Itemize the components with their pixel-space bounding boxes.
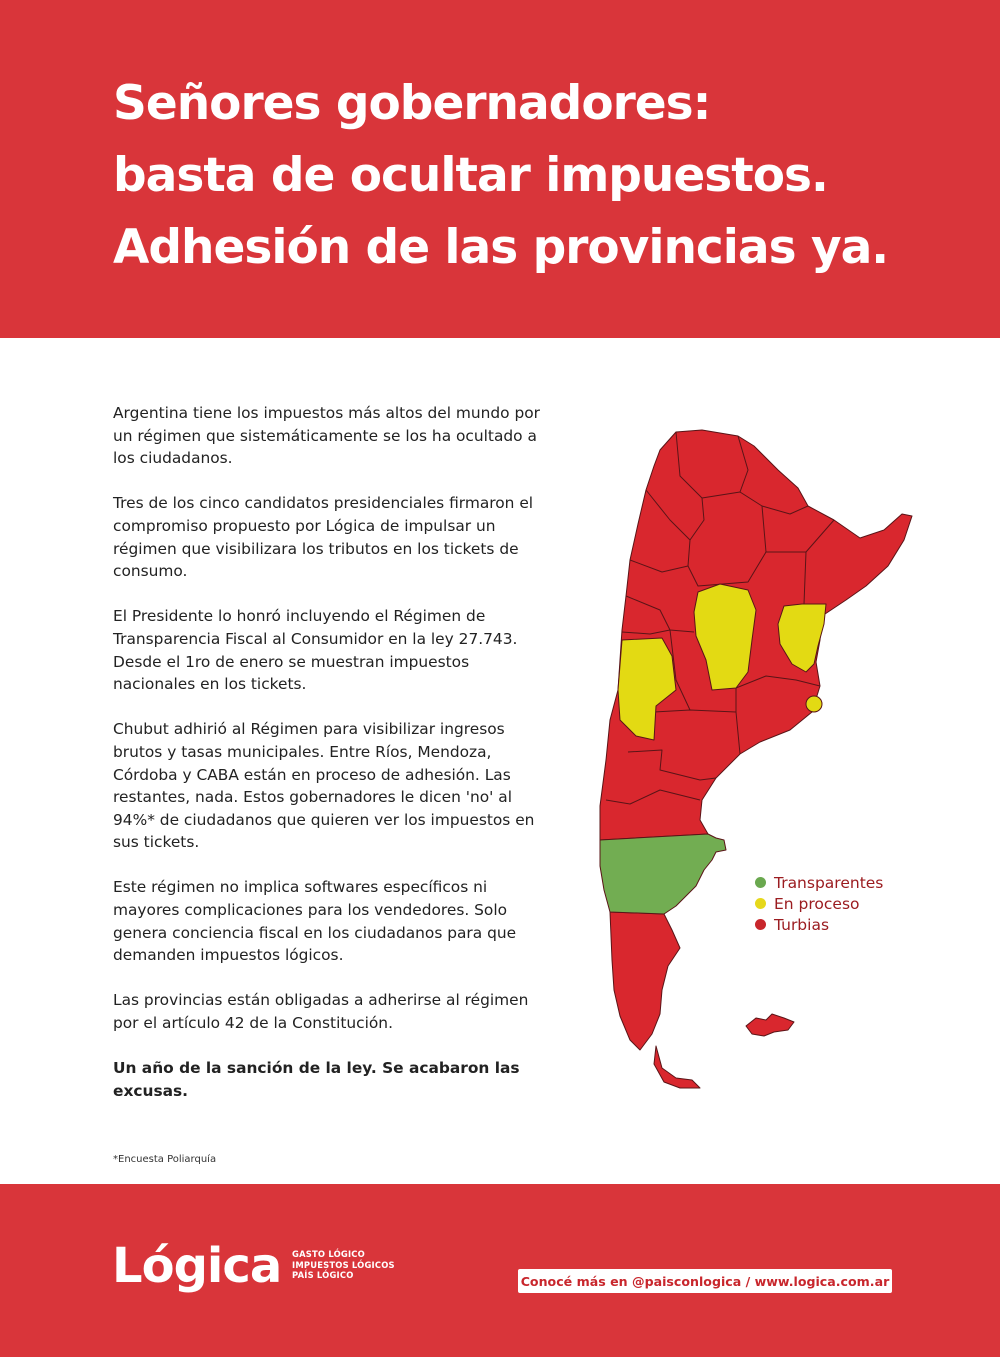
- paragraph: Este régimen no implica softwares específicos ni mayores complicaciones para los vendedores. Solo genera conciencia fiscal en los ciudadanos para que demanden impuestos lógicos.: [113, 878, 517, 965]
- headline: [113, 68, 973, 284]
- paragraph: El Presidente lo honró incluyendo el Régimen de Transparencia Fiscal al Consumidor en la ley 27.743. Desde el 1ro de enero se muestran impuestos nacionales en los tickets.: [113, 607, 518, 694]
- province-chubut: [600, 834, 726, 914]
- headline-line-1: Señores gobernadores:: [113, 76, 711, 131]
- body-text: [113, 402, 553, 1125]
- legend-dot: [755, 877, 766, 888]
- islands-malvinas: [746, 1014, 794, 1036]
- legend-dot: [755, 898, 766, 909]
- paragraph: Chubut adhirió al Régimen para visibilizar ingresos brutos y tasas municipales. Entre Ríos, Mendoza, Córdoba y CABA están en proceso de adhesión. Las restantes, nada. Estos gobernadores le dicen 'no' al 94%* de ciudadanos que quieren ver los impuestos en sus tickets.: [113, 720, 535, 852]
- footnote: *Encuesta Poliarquía: [113, 1154, 217, 1165]
- logica-logo: Lógica: [112, 1238, 282, 1294]
- province-tierra-del-fuego: [654, 1046, 700, 1088]
- tagline: GASTO LÓGICO: [292, 1249, 365, 1259]
- legend-label: Transparentes: [774, 873, 884, 892]
- paragraph: Las provincias están obligadas a adherirse al régimen por el artículo 42 de la Constitución.: [113, 991, 529, 1033]
- tagline: IMPUESTOS LÓGICOS: [292, 1259, 395, 1270]
- legend-item-turbias: [755, 914, 883, 935]
- legend-item-transparentes: [755, 872, 883, 893]
- tagline: PAÍS LÓGICO: [292, 1270, 354, 1280]
- paragraph: Tres de los cinco candidatos presidenciales firmaron el compromiso propuesto por Lógica de impulsar un régimen que visibilizara los tributos en los tickets de consumo.: [113, 494, 534, 581]
- legend-dot: [755, 919, 766, 930]
- legend-label: En proceso: [774, 894, 860, 913]
- legend-item-en-proceso: [755, 893, 883, 914]
- map-legend: [755, 872, 883, 935]
- province-caba: [806, 696, 822, 712]
- paragraph: Argentina tiene los impuestos más altos del mundo por un régimen que sistemáticamente se los ha ocultado a los ciudadanos.: [113, 404, 541, 468]
- header-banner: [0, 0, 1000, 338]
- headline-line-2: basta de ocultar impuestos.: [113, 148, 828, 203]
- province-region-south: [610, 912, 680, 1050]
- headline-line-3: Adhesión de las provincias ya.: [113, 220, 889, 275]
- argentina-map: [590, 420, 920, 1100]
- logo-taglines: [292, 1249, 395, 1281]
- closing-statement: Un año de la sanción de la ley. Se acabaron las excusas.: [113, 1059, 520, 1100]
- legend-label: Turbias: [774, 915, 830, 934]
- cta-link[interactable]: Conocé más en @paisconlogica / www.logica.com.ar: [518, 1269, 892, 1293]
